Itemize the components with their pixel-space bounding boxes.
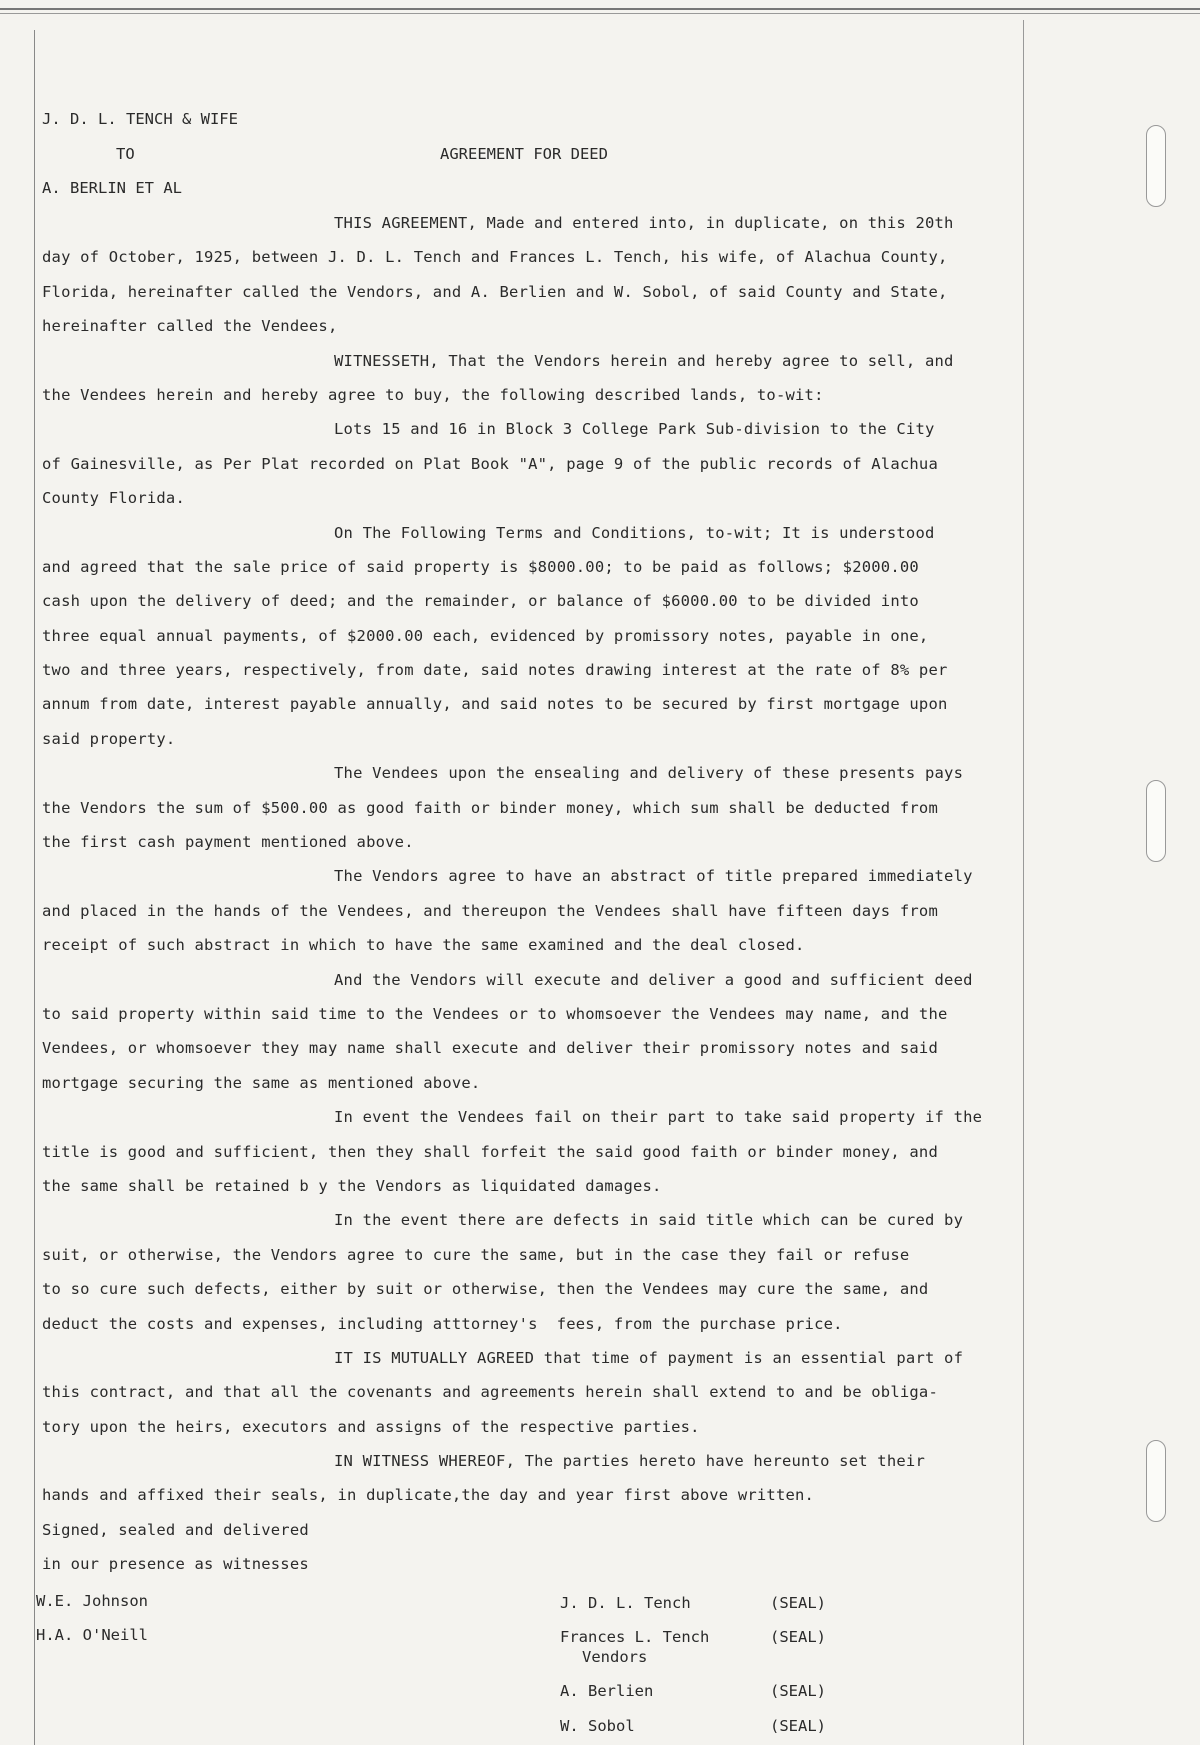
body-line: deduct the costs and expenses, including atttorney's fees, from the purchase price. xyxy=(42,1314,843,1333)
header-party2: A. BERLIN ET AL xyxy=(42,179,182,197)
body-line: title is good and sufficient, then they shall forfeit the said good faith or binder money, and xyxy=(42,1142,938,1161)
body-line: Vendees, or whomsoever they may name shall execute and deliver their promissory notes and said xyxy=(42,1039,938,1058)
body-line: IN WITNESS WHEREOF, The parties hereto have hereunto set their xyxy=(334,1452,925,1471)
body-line: day of October, 1925, between J. D. L. Tench and Frances L. Tench, his wife, of Alachua County, xyxy=(42,248,948,267)
body-line: And the Vendors will execute and deliver a good and sufficient deed xyxy=(334,970,973,989)
body-line: in our presence as witnesses xyxy=(42,1555,309,1574)
body-line: suit, or otherwise, the Vendors agree to cure the same, but in the case they fail or refuse xyxy=(42,1245,910,1264)
top-border-rule-inner xyxy=(0,13,1200,14)
body-line: tory upon the heirs, executors and assigns of the respective parties. xyxy=(42,1417,700,1436)
seal-label: (SEAL) xyxy=(770,1628,826,1646)
witness-1: W.E. Johnson xyxy=(36,1592,148,1610)
body-line: said property. xyxy=(42,729,176,748)
body-line: the Vendees herein and hereby agree to buy, the following described lands, to-wit: xyxy=(42,385,824,404)
body-line: mortgage securing the same as mentioned above. xyxy=(42,1073,481,1092)
signatory-role: Vendors xyxy=(582,1648,648,1666)
body-line: of Gainesville, as Per Plat recorded on Plat Book "A", page 9 of the public records of Alachua xyxy=(42,454,938,473)
binder-hole-bottom xyxy=(1146,1440,1166,1522)
signatory-name: Frances L. Tench xyxy=(560,1628,710,1646)
body-line: On The Following Terms and Conditions, to-wit; It is understood xyxy=(334,523,935,542)
body-line: In the event there are defects in said title which can be cured by xyxy=(334,1211,964,1230)
seal-label: (SEAL) xyxy=(770,1682,826,1700)
body-line: Lots 15 and 16 in Block 3 College Park Sub-division to the City xyxy=(334,420,935,439)
seal-label: (SEAL) xyxy=(770,1717,826,1735)
body-line: the first cash payment mentioned above. xyxy=(42,833,414,852)
signatory-name: W. Sobol xyxy=(560,1717,635,1735)
body-line: WITNESSETH, That the Vendors herein and hereby agree to sell, and xyxy=(334,351,954,370)
body-line: THIS AGREEMENT, Made and entered into, in duplicate, on this 20th xyxy=(334,214,954,232)
signatory-name: J. D. L. Tench xyxy=(560,1594,691,1612)
body-line: three equal annual payments, of $2000.00 each, evidenced by promissory notes, payable in one, xyxy=(42,626,929,645)
body-line: hereinafter called the Vendees, xyxy=(42,317,338,336)
body-line: receipt of such abstract in which to have the same examined and the deal closed. xyxy=(42,936,805,955)
body-line: IT IS MUTUALLY AGREED that time of payment is an essential part of xyxy=(334,1348,964,1367)
body-line: The Vendees upon the ensealing and delivery of these presents pays xyxy=(334,764,964,783)
body-line: the same shall be retained b y the Vendors as liquidated damages. xyxy=(42,1176,662,1195)
body-line: County Florida. xyxy=(42,489,185,508)
body-line: and agreed that the sale price of said property is $8000.00; to be paid as follows; $2000.00 xyxy=(42,557,919,576)
body-line: Signed, sealed and delivered xyxy=(42,1520,309,1539)
body-line: this contract, and that all the covenants and agreements herein shall extend to and be obliga- xyxy=(42,1383,938,1402)
body-line: The Vendors agree to have an abstract of title prepared immediately xyxy=(334,867,973,886)
header-to: TO xyxy=(116,145,135,163)
agreement-body xyxy=(42,206,1042,1582)
body-line: In event the Vendees fail on their part to take said property if the xyxy=(334,1108,983,1127)
body-line: hands and affixed their seals, in duplicate,the day and year first above written. xyxy=(42,1486,815,1505)
document-title: AGREEMENT FOR DEED xyxy=(440,145,608,163)
body-line: to so cure such defects, either by suit or otherwise, then the Vendees may cure the same, and xyxy=(42,1280,929,1299)
body-line: annum from date, interest payable annually, and said notes to be secured by first mortgage upon xyxy=(42,695,948,714)
seal-label: (SEAL) xyxy=(770,1594,826,1612)
witness-2: H.A. O'Neill xyxy=(36,1626,148,1644)
top-border-rule xyxy=(0,8,1200,10)
header-party1: J. D. L. TENCH & WIFE xyxy=(42,110,238,128)
binder-hole-top xyxy=(1146,125,1166,207)
signatory-name: A. Berlien xyxy=(560,1682,654,1700)
body-line: cash upon the delivery of deed; and the remainder, or balance of $6000.00 to be divided into xyxy=(42,592,919,611)
left-margin-rule xyxy=(34,30,35,1745)
body-line: the Vendors the sum of $500.00 as good faith or binder money, which sum shall be deducted from xyxy=(42,798,938,817)
body-line: and placed in the hands of the Vendees, and thereupon the Vendees shall have fifteen days from xyxy=(42,901,938,920)
body-line: Florida, hereinafter called the Vendors, and A. Berlien and W. Sobol, of said County and State, xyxy=(42,282,948,301)
body-line: two and three years, respectively, from date, said notes drawing interest at the rate of 8% per xyxy=(42,661,948,680)
body-line: to said property within said time to the Vendees or to whomsoever the Vendees may name, and the xyxy=(42,1004,948,1023)
binder-hole-middle xyxy=(1146,780,1166,862)
